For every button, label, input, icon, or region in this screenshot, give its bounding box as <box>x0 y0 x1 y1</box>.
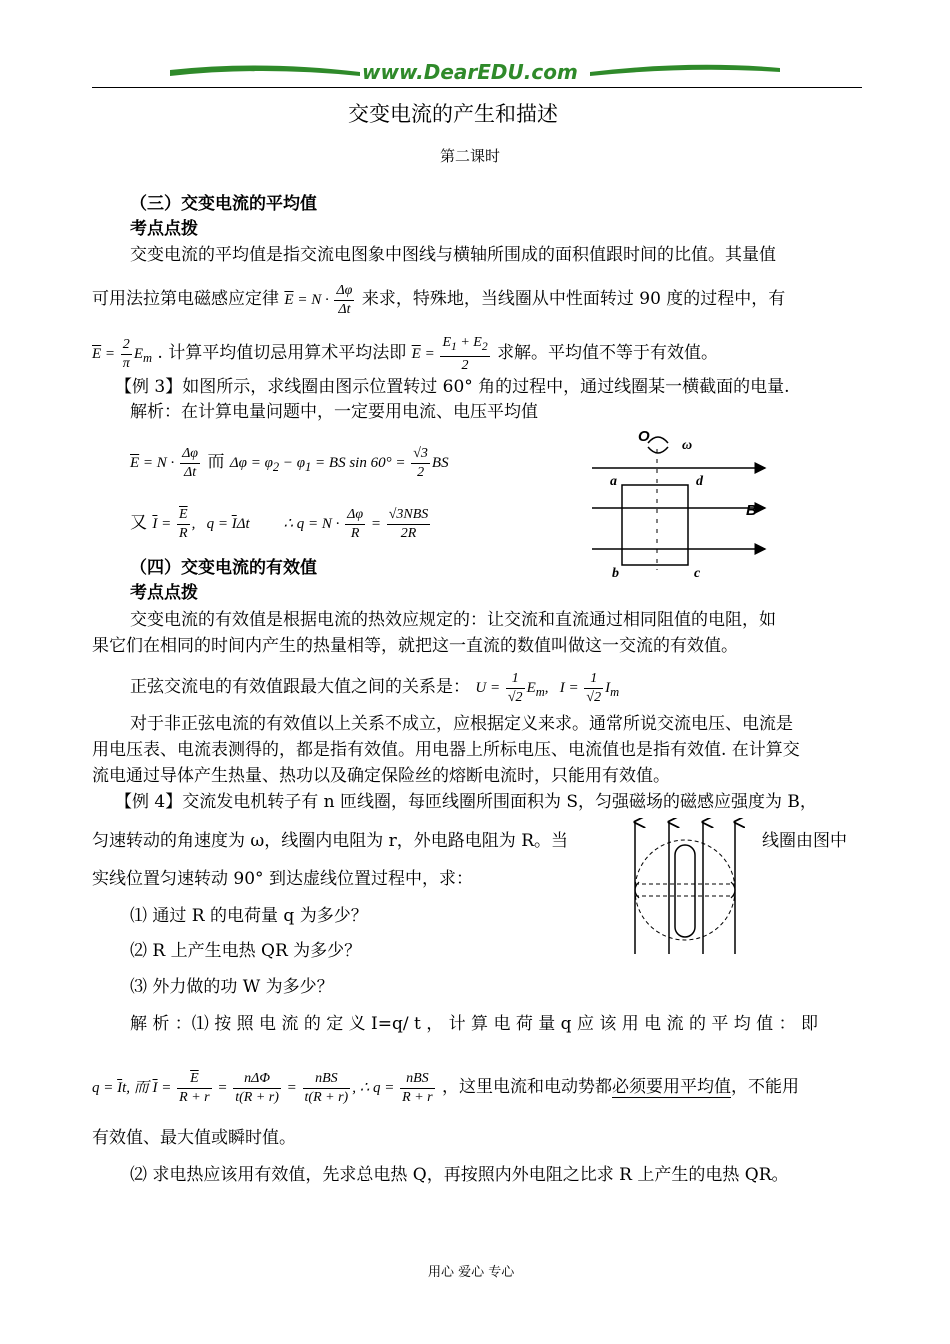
fig1-label-a: a <box>610 474 617 489</box>
example4-line2-a: 匀速转动的角速度为 ω，线圈内电阻为 r，外电路电阻为 R。当 <box>92 831 568 851</box>
section3-tip-heading: 考点点拨 <box>130 219 198 239</box>
question2: ⑵ R 上产生电热 QR 为多少？ <box>130 941 362 961</box>
formula-avg-90: $\overline{E}$ = $\frac{2}{\pi}$ $E_m$ <box>92 336 153 371</box>
example4-line3: 实线位置匀速转动 90° 到达虚线位置过程中，求： <box>92 869 473 889</box>
header-logo <box>170 58 780 88</box>
logo-text: www.DearEDU.com <box>362 60 578 84</box>
question1: ⑴ 通过 R 的电荷量 q 为多少？ <box>130 906 368 926</box>
section3-para-line2 <box>92 282 785 319</box>
header-rule <box>92 87 862 88</box>
coil-rectangle <box>622 485 688 565</box>
section3-para-line3-a: . 计算平均值切忌用算术平均法即 <box>157 342 407 363</box>
formula-charge: $q = \overline{I}t$, 而 $\overline{I}$ = $\frac{\overline{E}}{R + r}$ = $\frac{\text{nΔΦ}}{t(R + r)}$ = $\frac{\text{nBS}}{t(R + r)}$ , ∴ q = $\frac{\text{nBS}}{R + r}$ <box>92 1071 433 1105</box>
section3-para-line3 <box>92 334 718 375</box>
page-footer: 用心 爱心 专心 <box>428 1265 515 1280</box>
fig1-label-b: b <box>612 566 619 581</box>
fig1-label-c: c <box>694 566 701 581</box>
equation-row-2: 又 $\overline{I}$ = $\frac{\overline{E}}{R}$ , $q = \overline{I}\Delta t$ ∴ q = N · $\frac{\Delta\varphi}{R}$ = $\frac{\text{√3NBS}}{2R}$ <box>130 507 429 541</box>
coil-solid <box>675 845 695 937</box>
analysis4-line2 <box>92 1070 799 1107</box>
section3-para-line1: 交变电流的平均值是指交流电图象中图线与横轴所围成的面积值跟时间的比值。其量值 <box>130 245 776 265</box>
formula-arith-mean: $\overline{E}$ = $\frac{E_1 + E_2}{2}$ <box>411 335 488 373</box>
analysis4-line2-b: ，不能用 <box>731 1076 799 1097</box>
rotation-path-ellipse <box>635 840 735 940</box>
eq-er: 而 <box>207 451 225 472</box>
analysis4-line2-a: ，这里电流和电动势都 <box>442 1076 612 1097</box>
figure-generator-coil <box>625 818 745 958</box>
fig1-label-omega: ω <box>682 438 693 453</box>
analysis4-line4: ⑵ 求电热应该用有效值，先求总电热 Q，再按照内外电阻之比求 R 上产生的电热 QR。 <box>130 1165 789 1185</box>
section4-para3-line1: 对于非正弦电流的有效值以上关系不成立，应根据定义来求。通常所说交流电压、电流是 <box>130 714 793 734</box>
formula-faraday: $\overline{E} = N$ · $\frac{\Delta\varphi}{\Delta t}$ <box>284 283 353 317</box>
rotation-arrow-icon <box>648 447 668 453</box>
section4-para2-text: 正弦交流电的有效值跟最大值之间的关系是： <box>130 676 470 697</box>
section3-para-line2-b: 来求，特殊地，当线圈从中性面转过 90 度的过程中，有 <box>361 288 786 309</box>
section3-heading: （三）交变电流的平均值 <box>130 194 317 214</box>
page-subtitle: 第二课时 <box>440 147 501 165</box>
fig1-label-d: d <box>696 474 703 489</box>
figure-coil-rotation <box>590 425 775 585</box>
analysis4-line2-underline: 必须要用平均值 <box>612 1076 731 1097</box>
eq-you: 又 <box>130 512 147 533</box>
section4-tip-heading: 考点点拨 <box>130 583 198 603</box>
example3: 【例 3】如图所示，求线圈由图示位置转过 60° 角的过程中，通过线圈某一横截面的电量. <box>115 377 790 397</box>
analysis4-line3: 有效值、最大值或瞬时值。 <box>92 1128 296 1148</box>
analysis4-line1: 解 析 ：⑴ 按 照 电 流 的 定 义 I=q/ t ， 计 算 电 荷 量 q 应 该 用 电 流 的 平 均 值 ： 即 <box>130 1014 818 1034</box>
section4-para1-line2: 果它们在相同的时间内产生的热量相等，就把这一直流的数值叫做这一交流的有效值。 <box>92 636 738 656</box>
analysis3: 解析：在计算电量问题中，一定要用电流、电压平均值 <box>130 402 538 422</box>
section3-para-line3-b: 求解。平均值不等于有效值。 <box>497 342 719 363</box>
question3: ⑶ 外力做的功 W 为多少？ <box>130 977 334 997</box>
page-title: 交变电流的产生和描述 <box>348 102 558 126</box>
section4-para1-line1: 交变电流的有效值是根据电流的热效应规定的：让交流和直流通过相同阻值的电阻，如 <box>130 610 776 630</box>
fig1-label-B: B <box>746 502 757 519</box>
section4-para2 <box>130 670 619 707</box>
section4-heading: （四）交变电流的有效值 <box>130 558 317 578</box>
section4-para3-line3: 流电通过导体产生热量、热功以及确定保险丝的熔断电流时，只能用有效值。 <box>92 766 670 786</box>
equation-row-1: $\overline{E} = N$ · $\frac{\Delta\varphi}{\Delta t}$ 而 $\Delta\varphi = \varphi_2 - \varphi_1$ = BS sin 60° = $\frac{√3}{2}$ BS <box>130 446 449 480</box>
example4-line1: 【例 4】交流发电机转子有 n 匝线圈，每匝线圈所围面积为 S，匀强磁场的磁感应强度为 B， <box>115 792 817 812</box>
section3-para-line2-a: 可用法拉第电磁感应定律 <box>92 288 279 309</box>
formula-rms: U = $\frac{1}{√2}$ $E_m$, I = $\frac{1}{√2}$ $I_m$ <box>475 671 620 705</box>
example4-line2-b: 线圈由图中 <box>762 831 847 851</box>
fig1-label-O: O <box>638 428 650 445</box>
section4-para3-line2: 用电压表、电流表测得的，都是指有效值。用电器上所标电压、电流值也是指有效值. 在计算交 <box>92 740 800 760</box>
